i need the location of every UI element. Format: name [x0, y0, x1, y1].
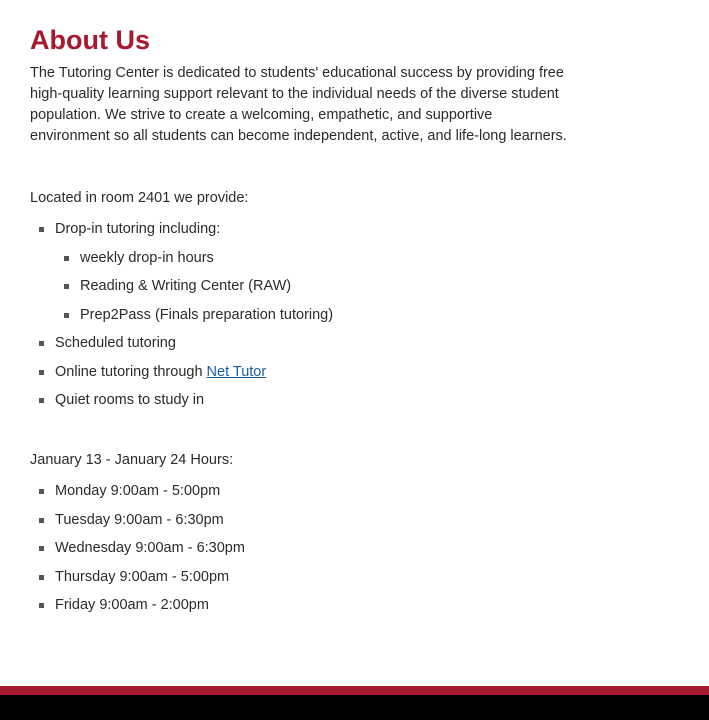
online-prefix: Online tutoring through [55, 363, 207, 380]
services-heading: Located in room 2401 we provide: [30, 190, 249, 206]
bullet-icon [39, 603, 44, 608]
dropin-item-label: Prep2Pass (Finals preparation tutoring) [80, 306, 334, 323]
list-item [55, 248, 333, 269]
bullet-icon [39, 398, 44, 403]
list-item [55, 276, 333, 297]
hours-day: Wednesday 9:00am - 6:30pm [55, 540, 245, 556]
quiet-label: Quiet rooms to study in [55, 392, 205, 408]
hours-list [30, 481, 245, 624]
page-title: About Us [30, 25, 150, 55]
bullet-icon [64, 313, 69, 318]
bullet-icon [39, 370, 44, 375]
bullet-icon [39, 341, 44, 346]
dropin-item-label: weekly drop-in hours [80, 249, 214, 266]
hours-day: Tuesday 9:00am - 6:30pm [55, 511, 224, 528]
list-item-dropin [30, 219, 333, 326]
scheduled-label: Scheduled tutoring [55, 335, 176, 351]
bullet-icon [39, 546, 44, 551]
list-item [30, 510, 245, 531]
intro-paragraph: The Tutoring Center is dedicated to students' educational success by providing free high-quality learning support relevant to the individual needs of the diverse student population. We strive to create a welcoming, empathetic, and supportive environment so all students can become independent, active, and life-long learners. [30, 65, 567, 144]
bullet-icon [39, 489, 44, 494]
dropin-item-label: Reading & Writing Center (RAW) [80, 278, 292, 294]
hours-day: Thursday 9:00am - 5:00pm [55, 568, 230, 585]
list-item-quiet [30, 390, 333, 411]
list-item [30, 538, 245, 559]
net-tutor-link[interactable]: Net Tutor [206, 363, 267, 380]
bullet-icon [39, 227, 44, 232]
list-item [55, 305, 333, 326]
list-item [30, 567, 245, 588]
list-item-scheduled [30, 333, 333, 354]
bullet-icon [39, 518, 44, 523]
hours-day: Friday 9:00am - 2:00pm [55, 597, 209, 613]
footer-accent-bar [0, 686, 709, 695]
hours-day: Monday 9:00am - 5:00pm [55, 483, 221, 499]
dropin-label: Drop-in tutoring including: [55, 221, 221, 237]
services-list [30, 219, 333, 419]
bullet-icon [64, 256, 69, 261]
dropin-sublist [55, 248, 333, 326]
bullet-icon [64, 284, 69, 289]
footer-bar [0, 695, 709, 720]
list-item [30, 595, 245, 616]
list-item [30, 481, 245, 502]
hours-heading: January 13 - January 24 Hours: [30, 452, 234, 468]
bullet-icon [39, 575, 44, 580]
list-item-online [30, 362, 333, 383]
